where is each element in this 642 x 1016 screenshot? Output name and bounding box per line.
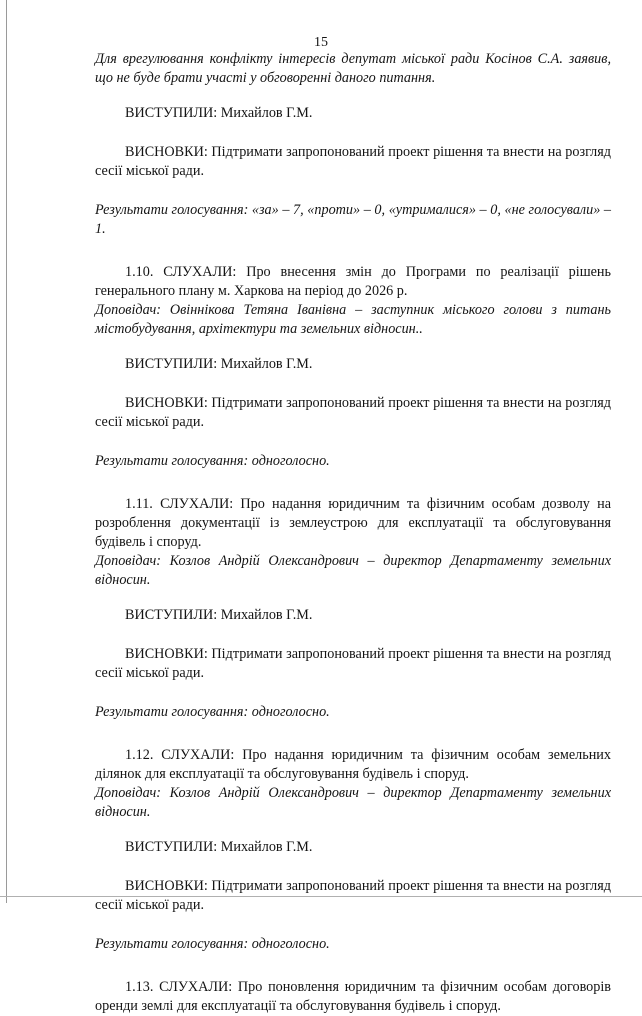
conclusion-paragraph: ВИСНОВКИ: Підтримати запропонований проект рішення та внести на розгляд сесії міської ради. xyxy=(95,395,611,430)
spoke-line: ВИСТУПИЛИ: Михайлов Г.М. xyxy=(125,356,313,372)
spoke-line: ВИСТУПИЛИ: Михайлов Г.М. xyxy=(125,839,313,855)
spoke-line: ВИСТУПИЛИ: Михайлов Г.М. xyxy=(125,105,313,121)
heard-item-1-10: 1.10. СЛУХАЛИ: Про внесення змін до Програми по реалізації рішень генерального плану м. Харкова на період до 2026 р. xyxy=(95,264,611,299)
heard-item-1-11: 1.11. СЛУХАЛИ: Про надання юридичним та фізичним особам дозволу на розроблення документації із землеустрою для експлуатації та обслуговування будівель і споруд. xyxy=(95,496,611,550)
speaker-1-12: Доповідач: Козлов Андрій Олександрович – директор Департаменту земельних відносин. xyxy=(95,785,611,820)
vote-result: Результати голосування: одноголосно. xyxy=(95,453,330,469)
heard-item-1-12: 1.12. СЛУХАЛИ: Про надання юридичним та фізичним особам земельних ділянок для експлуатації та обслуговування будівель і споруд. xyxy=(95,747,611,782)
vote-result: Результати голосування: одноголосно. xyxy=(95,704,330,720)
vote-result: Результати голосування: одноголосно. xyxy=(95,936,330,952)
scan-left-edge xyxy=(6,0,7,903)
page-number: 15 xyxy=(314,35,328,50)
spoke-line: ВИСТУПИЛИ: Михайлов Г.М. xyxy=(125,607,313,623)
conflict-of-interest-note: Для врегулювання конфлікту інтересів депутат міської ради Косінов С.А. заявив, що не буде брати участі у обговоренні даного питання. xyxy=(95,51,611,86)
document-body xyxy=(95,50,611,1016)
conclusion-paragraph: ВИСНОВКИ: Підтримати запропонований проект рішення та внести на розгляд сесії міської ради. xyxy=(95,646,611,681)
conclusion-paragraph: ВИСНОВКИ: Підтримати запропонований проект рішення та внести на розгляд сесії міської ради. xyxy=(95,144,611,179)
heard-item-1-13: 1.13. СЛУХАЛИ: Про поновлення юридичним та фізичним особам договорів оренди землі для експлуатації та обслуговування будівель і споруд. xyxy=(95,979,611,1014)
speaker-1-11: Доповідач: Козлов Андрій Олександрович – директор Департаменту земельних відносин. xyxy=(95,553,611,588)
vote-result: Результати голосування: «за» – 7, «проти» – 0, «утрималися» – 0, «не голосували» – 1. xyxy=(95,202,611,237)
conclusion-paragraph: ВИСНОВКИ: Підтримати запропонований проект рішення та внести на розгляд сесії міської ради. xyxy=(95,878,611,913)
speaker-1-10: Доповідач: Овіннікова Тетяна Іванівна – заступник міського голови з питань містобудування, архітектури та земельних відносин.. xyxy=(95,302,611,337)
